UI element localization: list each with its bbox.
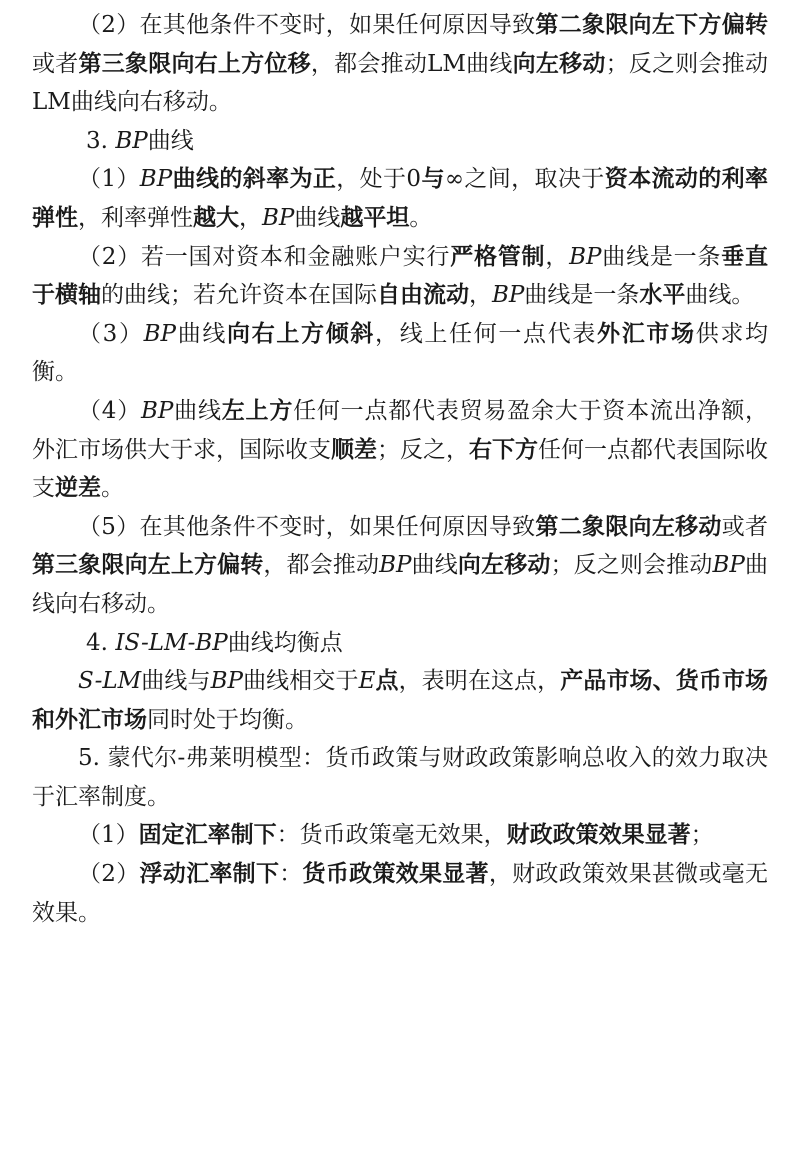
bold-text: 顺差	[331, 435, 377, 463]
body-paragraph	[32, 739, 768, 816]
text-run: 3.	[86, 127, 116, 154]
text-run: ：	[279, 861, 303, 888]
text-run: 4.	[86, 629, 116, 656]
text-run: ；反之，	[377, 436, 469, 463]
text-run: （2）	[78, 861, 140, 888]
italic-term: S-LM	[78, 668, 142, 695]
italic-term: IS-LM-BP	[115, 629, 228, 656]
text-run: （2）若一国对资本和金融账户实行	[78, 243, 451, 270]
bold-text: 与	[421, 165, 445, 193]
text-run: 曲线与	[141, 668, 211, 695]
text-run: （4）	[78, 397, 141, 424]
italic-term: BP	[141, 397, 174, 424]
text-run: 。	[101, 475, 124, 502]
text-run: 任何一点都代表贸易盈余大于资本流出净额，外汇市场供大于求，国际收支	[32, 397, 769, 463]
text-run: （5）在其他条件不变时，如果任何原因导致	[78, 513, 536, 540]
text-run: 曲线	[147, 127, 194, 154]
text-run: ，处于0	[336, 166, 422, 193]
bold-text: 左上方	[221, 396, 294, 424]
text-run: ；	[690, 822, 714, 849]
bold-text: 越大	[193, 203, 239, 231]
body-paragraph	[32, 392, 768, 508]
bold-text: 货币政策效果显著	[302, 860, 489, 888]
text-run: 供求均衡。	[32, 320, 769, 386]
text-run: 5. 蒙代尔-弗莱明模型：货币政策与财政政策影响总收入的效力取决于汇率制度。	[32, 745, 768, 810]
text-run: 任何一点都代表国际收支	[32, 436, 768, 502]
text-run: 曲线	[176, 320, 228, 347]
bold-text: 垂直于横轴	[32, 242, 769, 309]
body-paragraph	[32, 6, 768, 122]
bold-text: 水平	[639, 281, 686, 309]
text-run: ，	[239, 204, 262, 231]
text-run: ，	[469, 282, 492, 309]
text-run: ∞之间，取决于	[444, 166, 605, 193]
text-run: 曲线均衡点	[227, 629, 343, 656]
text-run: （3）	[78, 320, 144, 347]
italic-term: BP	[139, 166, 173, 193]
bold-text: 财政政策效果显著	[506, 821, 691, 849]
bold-text: 严格管制	[450, 242, 546, 270]
text-run: 或者	[32, 50, 79, 77]
bold-text: 浮动汇率制下	[139, 860, 280, 888]
text-run: 曲线	[173, 397, 222, 424]
text-run: ：货币政策毫无效果，	[276, 822, 507, 849]
text-run: 。	[409, 204, 433, 231]
italic-term: BP	[115, 127, 148, 154]
italic-term: BP	[569, 243, 602, 270]
bold-text: 越平坦	[340, 203, 410, 231]
text-run: ，财政政策效果甚微或毫无效果。	[32, 861, 769, 926]
body-paragraph	[32, 662, 768, 739]
text-run: （1）	[78, 166, 140, 193]
italic-term: BP	[262, 204, 295, 231]
text-run: ，都会推动LM曲线	[310, 50, 513, 77]
bold-text: 固定汇率制下	[138, 821, 277, 849]
bold-text: 产品市场、货币市场和外汇市场	[32, 667, 769, 733]
body-paragraph	[32, 816, 768, 855]
text-run: 曲线。	[685, 282, 755, 309]
text-run: 曲线向右移动。	[32, 552, 768, 617]
section-heading	[32, 624, 768, 663]
text-run: （1）	[78, 822, 139, 849]
text-run: 曲线	[411, 552, 458, 579]
text-run: ；反之则会推动LM曲线向右移动。	[32, 50, 769, 116]
text-run: ，线上任何一点代表	[375, 320, 598, 347]
text-run: ，	[545, 243, 570, 270]
bold-text: 点	[375, 667, 399, 695]
text-run: ；反之则会推动	[550, 552, 713, 579]
text-run: 或者	[721, 513, 769, 540]
bold-text: 向左移动	[512, 49, 606, 77]
italic-term: BP	[379, 552, 412, 579]
bold-text: 逆差	[55, 474, 101, 502]
text-run: ，都会推动	[263, 552, 380, 579]
bold-text: 向右上方倾斜	[227, 319, 376, 347]
text-run: （2）在其他条件不变时，如果任何原因导致	[78, 12, 536, 38]
italic-term: E	[358, 668, 376, 695]
text-run: 同时处于均衡。	[147, 706, 308, 733]
bold-text: 第三象限向右上方位移	[78, 49, 311, 77]
bold-text: 第二象限向左移动	[535, 512, 722, 540]
bold-text: 第二象限向左下方偏转	[535, 11, 769, 38]
section-heading	[32, 122, 768, 161]
body-paragraph	[32, 315, 768, 392]
bold-text: 向左移动	[457, 551, 551, 579]
italic-term: BP	[712, 552, 745, 579]
text-run: ，表明在这点，	[398, 668, 561, 695]
italic-term: BP	[210, 668, 243, 695]
bold-text: 自由流动	[377, 281, 469, 309]
bold-text: 外汇市场	[597, 319, 696, 347]
text-run: 曲线	[294, 204, 341, 231]
italic-term: BP	[492, 282, 525, 309]
text-run: ，利率弹性	[78, 204, 193, 231]
body-paragraph	[32, 160, 768, 237]
body-paragraph	[32, 855, 768, 932]
body-paragraph	[32, 238, 768, 315]
bold-text: 曲线的斜率为正	[172, 165, 337, 193]
italic-term: BP	[143, 320, 177, 347]
bold-text: 右下方	[469, 435, 538, 463]
text-run: 曲线相交于	[242, 668, 359, 695]
bold-text: 资本流动的利率弹性	[32, 165, 769, 231]
body-paragraph	[32, 508, 768, 624]
text-run: 的曲线；若允许资本在国际	[101, 282, 377, 309]
text-run: 曲线是一条	[524, 282, 640, 309]
text-run: 曲线是一条	[601, 243, 722, 270]
bold-text: 第三象限向左上方偏转	[32, 551, 264, 579]
